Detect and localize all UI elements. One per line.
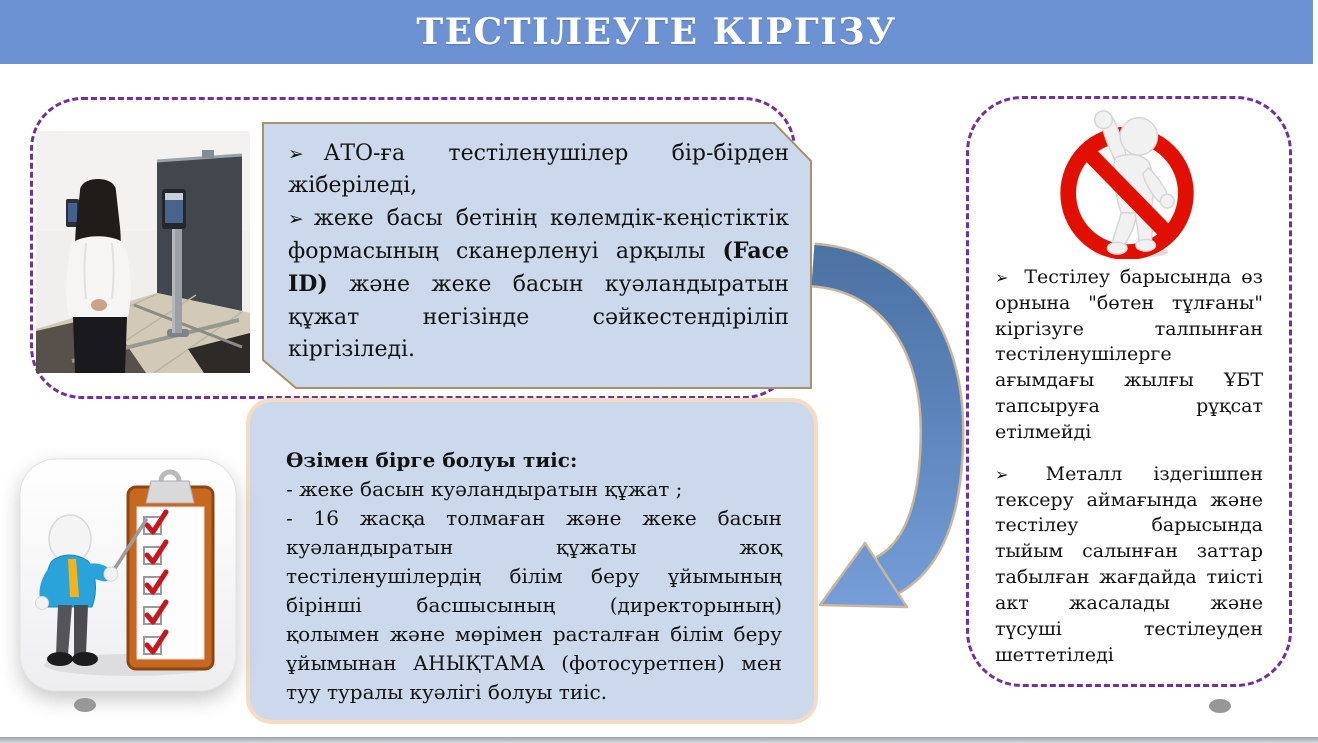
required-documents-heading: Өзімен бірге болуы тиіс: [286, 448, 578, 472]
admission-procedure-box [262, 122, 813, 390]
required-documents-line-2: - 16 жасқа толмаған және жеке басын куәландыратын құжаты жоқ тестіленушілердің білім беру ұйымының бірінші басшысының (директорының) қолымен және мөрімен расталған білім беру ұйымынан АНЫҚТАМА (фотосуретпен) мен туу туралы куәлігі болуы тиіс. [286, 506, 782, 704]
arrow-bullet-icon: ➢ [995, 464, 1009, 484]
page-title: ТЕСТІЛЕУГЕ КІРГІЗУ [416, 11, 897, 53]
required-documents-box [246, 398, 818, 724]
slide-dot-decoration [1209, 699, 1231, 713]
curved-flow-arrow [805, 225, 975, 645]
prohibition-item-2: ➢ Металл іздегішпен тексеру аймағында және тестілеу барысында тыйым салынған заттар табылған жағдайда тиісті акт жасалады және түсуші тестілеуден шеттетіледі [995, 462, 1263, 666]
face-id-highlight: (Face ID) [288, 237, 789, 298]
slide-header [0, 0, 1313, 64]
checklist-figure-illustration [18, 457, 238, 697]
face-id-kiosk-photo [36, 131, 250, 373]
arrow-bullet-icon: ➢ [995, 268, 1009, 287]
prohibition-item-1: ➢ Тестілеу барысында өз орнына "бөтен тұлғаны" кіргізуге талпынған тестіленушілерге ағымдағы жылғы ҰБТ тапсыруға рұқсат етілмейді [995, 266, 1263, 443]
kiosk-photo-illustration [36, 131, 250, 373]
slide-dot-decoration [74, 698, 96, 712]
arrow-bullet-icon: ➢ [288, 208, 304, 230]
bottom-edge-strip [0, 737, 1318, 743]
prohibition-panel [966, 96, 1292, 687]
admission-procedure-item-1: ➢ АТО-ға тестіленушілер бір-бірден жіберіледі, [288, 141, 789, 199]
no-entry-icon [1039, 107, 1219, 259]
arrow-bullet-icon: ➢ [288, 144, 304, 165]
admission-procedure-item-2: ➢ жеке басы бетінің көлемдік-кеңістіктік формасының сканерленуі арқылы (Face ID) және жеке басын куәландыратын құжат негізінде сәйкестендіріліп кіргізіледі. [288, 205, 789, 362]
required-documents-line-1: - жеке басын куәландыратын құжат ; [286, 477, 683, 501]
clipboard-checklist-icon [18, 457, 238, 697]
